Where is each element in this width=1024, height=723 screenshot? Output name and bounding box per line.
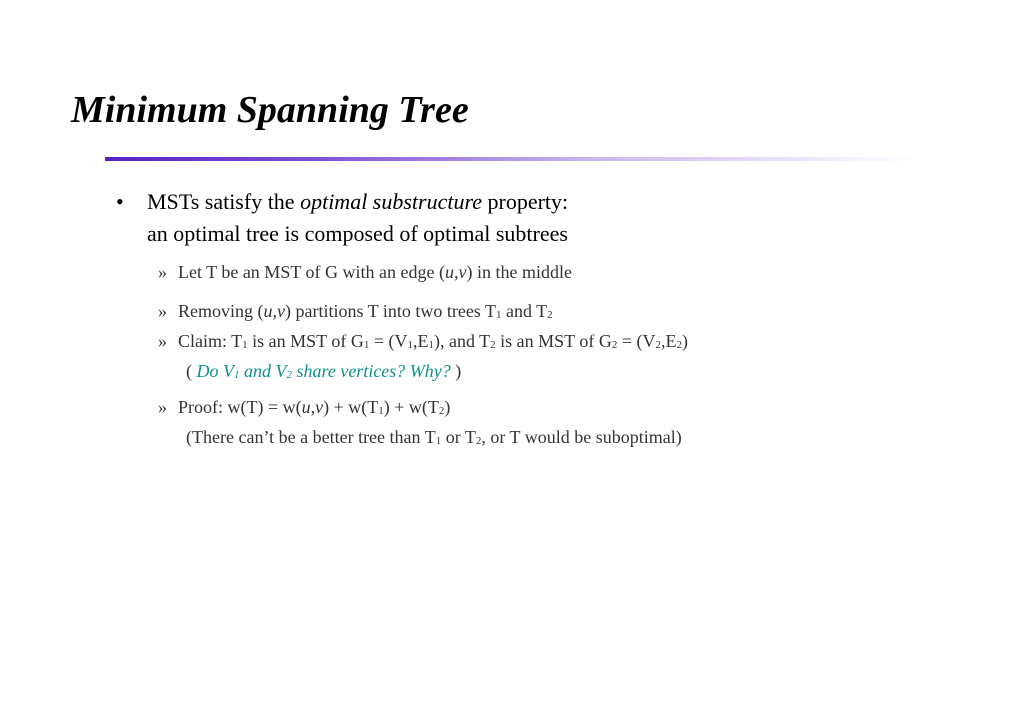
question-text: Do $V_1$ and $V_2$ share vertices? Why?	[196, 361, 451, 381]
proof-note-line: (There can’t be a better tree than $T_1$ or $T_2$, or T would be suboptimal)	[186, 427, 682, 447]
main-bullet-text	[147, 186, 568, 250]
bullet-line-2: an optimal tree is composed of optimal subtrees	[147, 221, 568, 246]
sub-item-let: » Let T be an MST of G with an edge (u,v) in the middle	[178, 257, 572, 287]
sub-bullet-marker: »	[158, 397, 167, 417]
bullet-marker: •	[116, 189, 124, 214]
title-underline	[105, 157, 917, 161]
sub-item-claim: » Claim: $T_1$ is an MST of $G_1 = (V_1,E_1)$, and $T_2$ is an MST of $G_2 = (V_2,E_2)$	[178, 326, 688, 359]
sub-bullet-marker: »	[158, 331, 167, 351]
emphasis-optimal-substructure: optimal substructure	[300, 189, 482, 214]
sub-bullet-marker: »	[158, 262, 167, 282]
sub-item-proof: » Proof: $w(T) = w(u,v) + w(T_1) + w(T_2)$	[178, 392, 450, 425]
sub-bullet-marker: »	[158, 301, 167, 321]
bullet-line-1: MSTs satisfy the optimal substructure property:	[147, 189, 569, 214]
slide-title: Minimum Spanning Tree	[71, 89, 469, 131]
sub-item-removing: » Removing (u,v) partitions T into two trees $T_1$ and $T_2$	[178, 296, 553, 329]
question-line: ( Do $V_1$ and $V_2$ share vertices? Why? )	[186, 361, 462, 381]
